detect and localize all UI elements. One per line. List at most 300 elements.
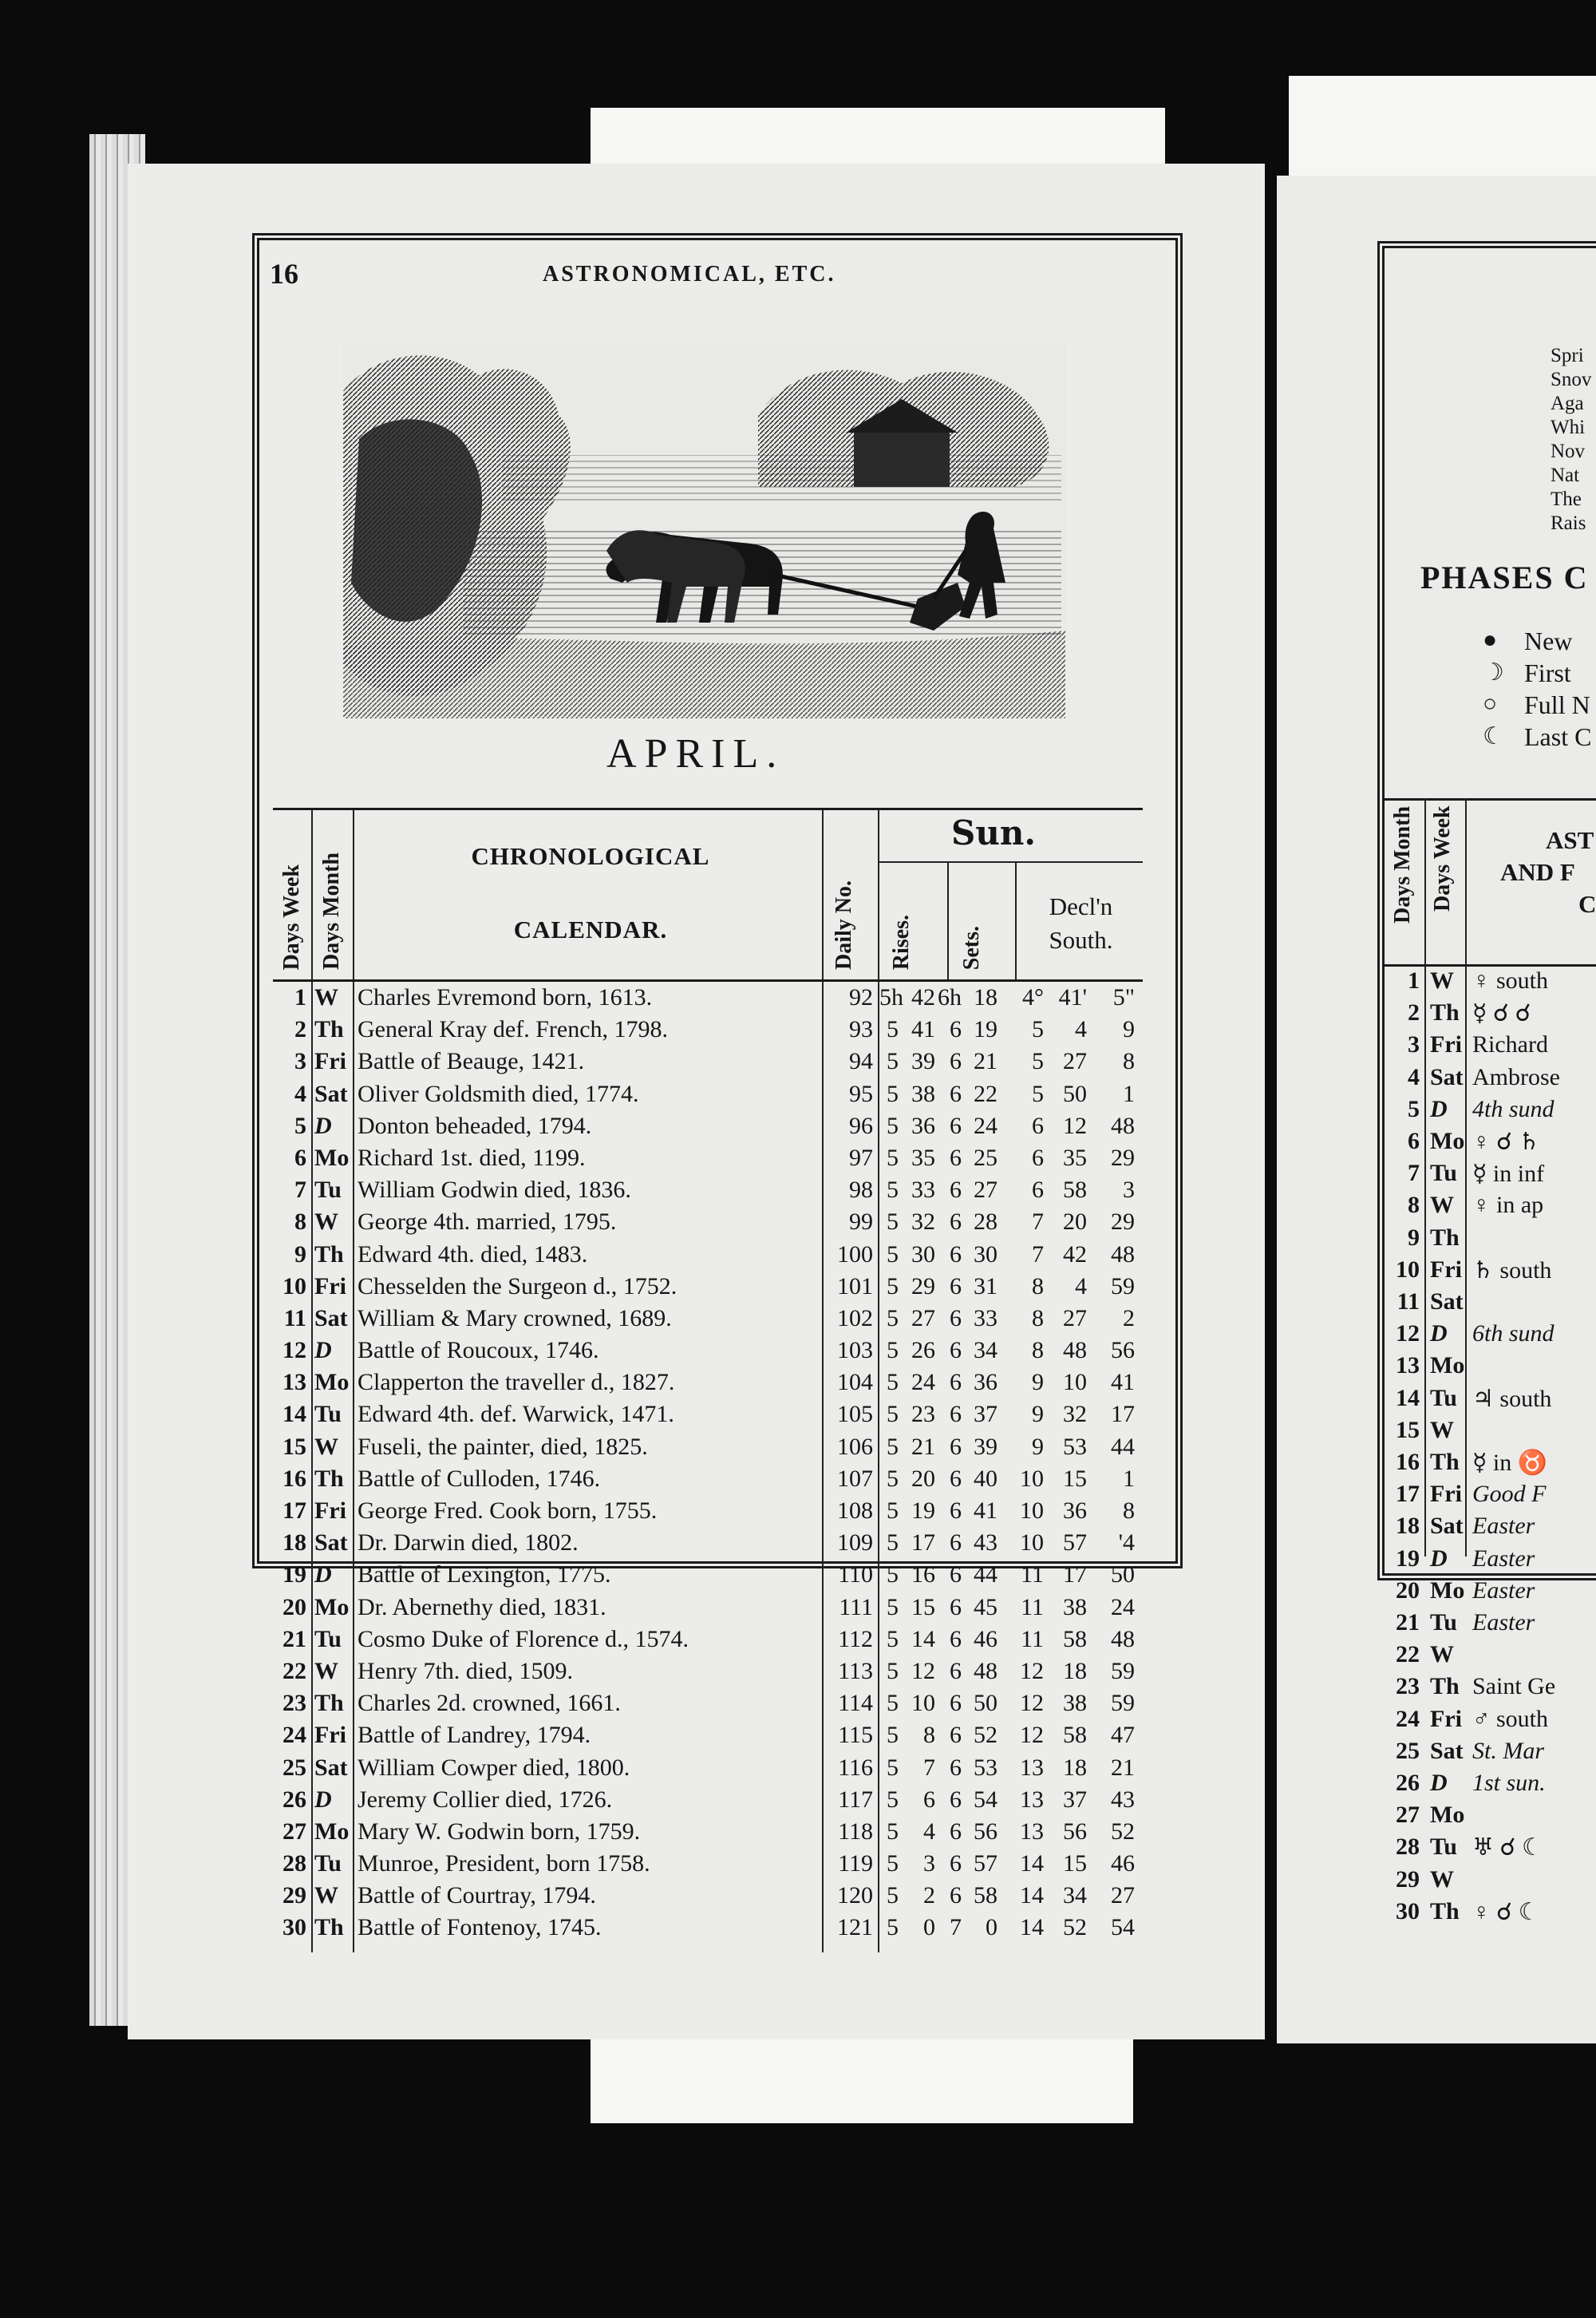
right-cell-weekday: Fri [1430,1705,1462,1732]
cell-dd: 9 [1032,1369,1044,1396]
cell-d: 6 [294,1144,306,1171]
cell-event: Battle of Beauge, 1421. [358,1048,585,1075]
cell-rh: 5 [887,1208,899,1236]
cell-sh: 6 [950,1786,962,1813]
cell-sh: 6 [950,1690,962,1717]
rises-header: Rises. [889,914,914,970]
right-cell-weekday: Sat [1430,1063,1464,1090]
cell-dd: 12 [1020,1690,1044,1717]
cell-dd: 10 [1020,1529,1044,1557]
cell-rh: 5 [887,1818,899,1845]
cell-sh: 6 [950,1112,962,1139]
cell-sh: 6 [950,1465,962,1492]
cell-dd: 10 [1020,1497,1044,1524]
table-row [273,1624,1143,1655]
cell-d: 3 [294,1048,306,1075]
cell-ds: 8 [1123,1048,1135,1075]
cell-dd: 11 [1021,1561,1044,1588]
cell-sh: 6 [950,1337,962,1364]
cell-ds: 1 [1123,1080,1135,1107]
cell-sm: 28 [974,1208,998,1236]
cell-no: 121 [837,1914,873,1941]
right-cell-day: 4 [1408,1063,1420,1090]
right-cell-day: 23 [1396,1673,1420,1700]
right-cell-day: 3 [1408,1031,1420,1058]
right-cell-day: 25 [1396,1737,1420,1764]
right-cell-text: ☿ ☌ ☌ [1472,1000,1531,1027]
cell-w: W [314,1882,338,1909]
calendar-header: CALENDAR. [513,916,668,943]
right-cell-weekday: Mo [1430,1352,1465,1379]
cell-rh: 5 [887,1657,899,1684]
cell-sh: 6 [950,1369,962,1396]
cell-w: Th [314,1914,344,1941]
cell-dd: 9 [1032,1433,1044,1460]
cell-sm: 43 [974,1529,998,1557]
poem-line: The [1551,489,1582,510]
cell-w: Sat [314,1754,348,1781]
cell-rh: 5 [887,1369,899,1396]
cell-rh: 5 [887,1850,899,1877]
cell-w: Fri [314,1048,346,1075]
cell-rm: 39 [911,1048,935,1075]
cell-sm: 25 [974,1144,998,1171]
cell-rh: 5 [887,1529,899,1557]
cell-w: Mo [314,1369,350,1396]
cell-ds: 9 [1123,1016,1135,1043]
moon-phase-icon: ☽ [1483,659,1504,686]
table-row [273,1687,1143,1719]
right-cell-weekday: D [1430,1095,1448,1122]
right-cell-day: 9 [1408,1224,1420,1251]
cell-no: 119 [838,1850,873,1877]
cell-sm: 24 [974,1112,998,1139]
table-body [273,982,1143,1952]
cell-event: General Kray def. French, 1798. [358,1016,669,1043]
right-cell-weekday: D [1430,1545,1448,1572]
cell-event: Henry 7th. died, 1509. [358,1657,573,1684]
right-cell-text: ♄ south [1472,1256,1552,1284]
cell-sm: 30 [974,1240,998,1268]
right-cell-text: 4th sund [1472,1095,1555,1122]
cell-w: D [314,1112,332,1139]
cell-sm: 52 [974,1722,998,1749]
cell-sm: 41 [974,1497,998,1524]
cell-rh: 5 [887,1497,899,1524]
cell-ds: 59 [1111,1657,1135,1684]
cell-w: W [314,984,338,1011]
table-header [273,808,1143,982]
cell-ds: 21 [1111,1754,1135,1781]
cell-d: 18 [282,1529,306,1557]
right-cell-weekday: Th [1430,1897,1460,1924]
cell-rm: 24 [911,1369,935,1396]
cell-event: Dr. Darwin died, 1802. [358,1529,579,1557]
vertical-header: Days Month [1390,806,1415,924]
cell-rh: 5 [887,1304,899,1331]
table-row [273,1431,1143,1463]
cell-rh: 5 [887,1561,899,1588]
cell-sh: 6 [950,1433,962,1460]
cell-d: 19 [282,1561,306,1588]
right-cell-weekday: Tu [1430,1833,1457,1861]
cell-w: Sat [314,1529,348,1557]
cell-event: Oliver Goldsmith died, 1774. [358,1080,639,1107]
cell-event: George 4th. married, 1795. [358,1208,617,1236]
cell-dm: 27 [1063,1048,1087,1075]
cell-w: Mo [314,1593,350,1620]
cell-ds: 48 [1111,1112,1135,1139]
cell-w: Mo [314,1144,350,1171]
right-cell-day: 15 [1396,1416,1420,1443]
cell-sm: 21 [974,1048,998,1075]
moon-phase-label: New [1524,627,1573,655]
cell-sh: 6 [950,1497,962,1524]
cell-no: 104 [837,1369,873,1396]
cell-rm: 38 [911,1080,935,1107]
cell-no: 109 [837,1529,873,1557]
cell-w: Mo [314,1818,350,1845]
right-cell-day: 24 [1396,1705,1420,1732]
cell-rm: 20 [911,1465,935,1492]
right-cell-day: 29 [1396,1865,1420,1893]
cell-d: 17 [282,1497,306,1524]
right-cell-weekday: W [1430,1416,1454,1443]
cell-dm: 58 [1063,1625,1087,1652]
cell-event: Battle of Lexington, 1775. [358,1561,611,1588]
cell-ds: 56 [1111,1337,1135,1364]
days-month-header: Days Month [319,852,344,970]
right-cell-weekday: W [1430,1865,1454,1893]
cell-sh: 6 [950,1401,962,1428]
table-row [273,982,1143,1014]
right-cell-day: 10 [1396,1256,1420,1283]
cell-sh: 6 [950,1850,962,1877]
table-row [273,1784,1143,1816]
column-rule [1465,798,1467,1557]
right-cell-day: 14 [1396,1384,1420,1411]
cell-no: 114 [838,1690,873,1717]
cell-event: Jeremy Collier died, 1726. [358,1786,613,1813]
table-row [273,1078,1143,1110]
cell-d: 16 [282,1465,306,1492]
cell-d: 10 [282,1272,306,1299]
cell-no: 94 [849,1048,873,1075]
cell-dm: 56 [1063,1818,1087,1845]
cell-dd: 14 [1020,1882,1044,1909]
table-row [273,1206,1143,1238]
cell-event: William Godwin died, 1836. [358,1177,631,1204]
cell-ds: 1 [1123,1465,1135,1492]
cell-dd: 6 [1032,1144,1044,1171]
cell-w: Fri [314,1722,346,1749]
table-row [273,1014,1143,1046]
table-row [273,1398,1143,1430]
cell-d: 4 [294,1080,306,1107]
cell-no: 103 [837,1337,873,1364]
chronological-calendar-table [273,808,1143,1952]
cell-rm: 7 [923,1754,935,1781]
cell-w: Sat [314,1304,348,1331]
cell-rh: 5 [887,1433,899,1460]
cell-dd: 8 [1032,1272,1044,1299]
cell-sh: 7 [950,1914,962,1941]
right-cell-text: Easter [1472,1545,1535,1572]
cell-dd: 5 [1032,1080,1044,1107]
cell-rm: 4 [923,1818,935,1845]
cell-no: 115 [838,1722,873,1749]
right-cell-day: 26 [1396,1770,1420,1796]
right-cell-weekday: Sat [1430,1288,1464,1315]
cell-sh: 6 [950,1657,962,1684]
cell-d: 14 [282,1401,306,1428]
cell-dd: 14 [1020,1850,1044,1877]
cell-sh: 6 [950,1304,962,1331]
cell-sh: 6 [950,1144,962,1171]
cell-event: Battle of Culloden, 1746. [358,1465,601,1492]
cell-rh: 5 [887,1690,899,1717]
poem-line: Nov [1551,441,1586,462]
right-cell-text: 1st sun. [1472,1770,1546,1796]
cell-rm: 2 [923,1882,935,1909]
right-cell-text: Richard [1472,1031,1548,1058]
table-row [273,1271,1143,1303]
cell-ds: 48 [1111,1625,1135,1652]
cell-event: William Cowper died, 1800. [358,1754,630,1781]
cell-no: 95 [849,1080,873,1107]
cell-ds: 3 [1123,1177,1135,1204]
cell-dd: 4° [1022,984,1044,1011]
poem-line: Rais [1551,512,1586,534]
table-row [273,1463,1143,1495]
cell-event: Mary W. Godwin born, 1759. [358,1818,641,1845]
cell-dd: 8 [1032,1337,1044,1364]
right-cell-text: ☿ in ♉ [1472,1450,1548,1476]
cell-sh: 6 [950,1272,962,1299]
cell-dm: 37 [1063,1786,1087,1813]
cell-sh: 6 [950,1722,962,1749]
cell-sm: 40 [974,1465,998,1492]
cell-sh: 6 [950,1882,962,1909]
right-cell-weekday: W [1430,967,1454,994]
cell-no: 97 [849,1144,873,1171]
cell-dm: 58 [1063,1177,1087,1204]
cell-no: 93 [849,1016,873,1043]
cell-event: Edward 4th. def. Warwick, 1471. [358,1401,674,1428]
cell-sm: 18 [974,984,998,1011]
cell-no: 105 [837,1401,873,1428]
cell-no: 117 [838,1786,873,1813]
rule [1385,798,1596,801]
cell-d: 24 [282,1722,306,1749]
cell-event: Battle of Fontenoy, 1745. [358,1914,602,1941]
cell-dm: 15 [1063,1465,1087,1492]
cell-dm: 52 [1063,1914,1087,1941]
right-cell-day: 5 [1408,1095,1420,1122]
cell-rm: 35 [911,1144,935,1171]
right-cell-weekday: Th [1430,1449,1460,1475]
cell-ds: 50 [1111,1561,1135,1588]
cell-ds: 48 [1111,1240,1135,1268]
cell-rm: 0 [923,1914,935,1941]
cell-rm: 33 [911,1177,935,1204]
cell-ds: 17 [1111,1401,1135,1428]
poem-line: Whi [1551,417,1586,438]
cell-event: Richard 1st. died, 1199. [358,1144,586,1171]
right-cell-text: Easter [1472,1576,1535,1604]
right-cell-text: ☿ in inf [1472,1161,1545,1188]
cell-rm: 14 [911,1625,935,1652]
cell-dm: 4 [1075,1016,1087,1043]
cell-dd: 14 [1020,1914,1044,1941]
poem-line: Spri [1551,345,1584,366]
cell-event: Clapperton the traveller d., 1827. [358,1369,675,1396]
right-cell-text: Good F [1472,1481,1547,1508]
cell-sm: 27 [974,1177,998,1204]
right-cell-weekday: Sat [1430,1737,1464,1764]
right-cell-weekday: Th [1430,1224,1460,1251]
cell-rh: 5 [887,1914,899,1941]
cell-sm: 58 [974,1882,998,1909]
decl-header-line2: South. [1049,926,1113,954]
cell-sm: 48 [974,1657,998,1684]
right-cell-day: 16 [1396,1449,1420,1475]
right-cell-text: ♂ south [1472,1705,1549,1732]
daily-no-header: Daily No. [832,880,856,970]
cell-rm: 32 [911,1208,935,1236]
cell-ds: 47 [1111,1722,1135,1749]
poem-line: Snov [1551,369,1592,390]
cell-w: W [314,1208,338,1236]
right-cell-weekday: Mo [1430,1128,1465,1154]
moon-phase-label: Full N [1524,690,1590,719]
cell-rh: 5 [887,1722,899,1749]
table-row [273,1110,1143,1142]
cell-event: Battle of Landrey, 1794. [358,1722,591,1749]
cell-dm: 17 [1063,1561,1087,1588]
right-cell-weekday: Tu [1430,1609,1457,1636]
cell-d: 25 [282,1754,306,1781]
cell-d: 21 [282,1625,306,1652]
cell-rh: 5 [887,1401,899,1428]
cell-sh: 6 [950,1625,962,1652]
cell-ds: 44 [1111,1433,1135,1460]
cell-rh: 5 [887,1786,899,1813]
cell-sm: 31 [974,1272,998,1299]
cell-ds: 54 [1111,1914,1135,1941]
header-line: C [1578,890,1596,918]
cell-rh: 5 [887,1593,899,1620]
cell-ds: 29 [1111,1208,1135,1236]
cell-w: Tu [314,1625,342,1652]
cell-event: Battle of Roucoux, 1746. [358,1337,599,1364]
phases-title: PHASES C [1420,560,1589,595]
cell-dd: 11 [1021,1625,1044,1652]
cell-no: 92 [849,984,873,1011]
cell-dd: 11 [1021,1593,1044,1620]
cell-d: 13 [282,1369,306,1396]
table-row [273,1592,1143,1624]
cell-sh: 6 [950,1177,962,1204]
cell-w: D [314,1786,332,1813]
cell-event: Chesselden the Surgeon d., 1752. [358,1272,678,1299]
cell-w: Th [314,1016,344,1043]
right-cell-weekday: Fri [1430,1256,1462,1283]
cell-sm: 57 [974,1850,998,1877]
cell-event: Cosmo Duke of Florence d., 1574. [358,1625,689,1652]
right-cell-weekday: Sat [1430,1513,1464,1540]
right-cell-text: ♀ in ap [1472,1192,1544,1219]
moon-phase-icon: ● [1483,627,1498,653]
cell-dd: 13 [1020,1818,1044,1845]
cell-rm: 19 [911,1497,935,1524]
right-cell-day: 28 [1396,1833,1420,1861]
right-cell-day: 22 [1396,1641,1420,1668]
cell-w: D [314,1337,332,1364]
cell-sh: 6 [950,1818,962,1845]
cell-rm: 42 [911,984,935,1011]
table-row [273,1046,1143,1078]
cell-w: Tu [314,1177,342,1204]
cell-sm: 46 [974,1625,998,1652]
cell-no: 102 [837,1304,873,1331]
right-cell-weekday: W [1430,1192,1454,1219]
cell-rm: 10 [911,1690,935,1717]
cell-d: 27 [282,1818,306,1845]
cell-dd: 13 [1020,1786,1044,1813]
days-week-header: Days Week [279,864,304,970]
cell-rm: 29 [911,1272,935,1299]
cell-rh: 5 [887,1337,899,1364]
right-cell-day: 12 [1396,1320,1420,1347]
right-cell-day: 27 [1396,1802,1420,1829]
cell-dm: 35 [1063,1144,1087,1171]
cell-no: 116 [838,1754,873,1781]
cell-no: 106 [837,1433,873,1460]
cell-event: Edward 4th. died, 1483. [358,1240,588,1268]
column-rule [1424,798,1426,1557]
cell-ds: 52 [1111,1818,1135,1845]
cell-event: George Fred. Cook born, 1755. [358,1497,658,1524]
cell-dm: 36 [1063,1497,1087,1524]
cell-event: Fuseli, the painter, died, 1825. [358,1433,648,1460]
cell-dm: 12 [1063,1112,1087,1139]
cell-ds: 41 [1111,1369,1135,1396]
cell-rh: 5 [887,1080,899,1107]
cell-dd: 6 [1032,1177,1044,1204]
cell-sh: 6h [938,984,962,1011]
cell-no: 98 [849,1177,873,1204]
right-cell-weekday: Th [1430,1673,1460,1700]
right-cell-weekday: Fri [1430,1031,1462,1058]
cell-ds: 27 [1111,1882,1135,1909]
cell-sm: 45 [974,1593,998,1620]
table-row [273,1719,1143,1751]
cell-d: 30 [282,1914,306,1941]
cell-ds: 59 [1111,1272,1135,1299]
cell-no: 120 [837,1882,873,1909]
cell-d: 29 [282,1882,306,1909]
cell-ds: 59 [1111,1690,1135,1717]
cell-sm: 34 [974,1337,998,1364]
cell-sm: 54 [974,1786,998,1813]
cell-ds: 46 [1111,1850,1135,1877]
right-cell-weekday: D [1430,1770,1448,1796]
cell-rh: 5 [887,1144,899,1171]
cell-w: Fri [314,1272,346,1299]
table-row [273,1239,1143,1271]
cell-rm: 23 [911,1401,935,1428]
